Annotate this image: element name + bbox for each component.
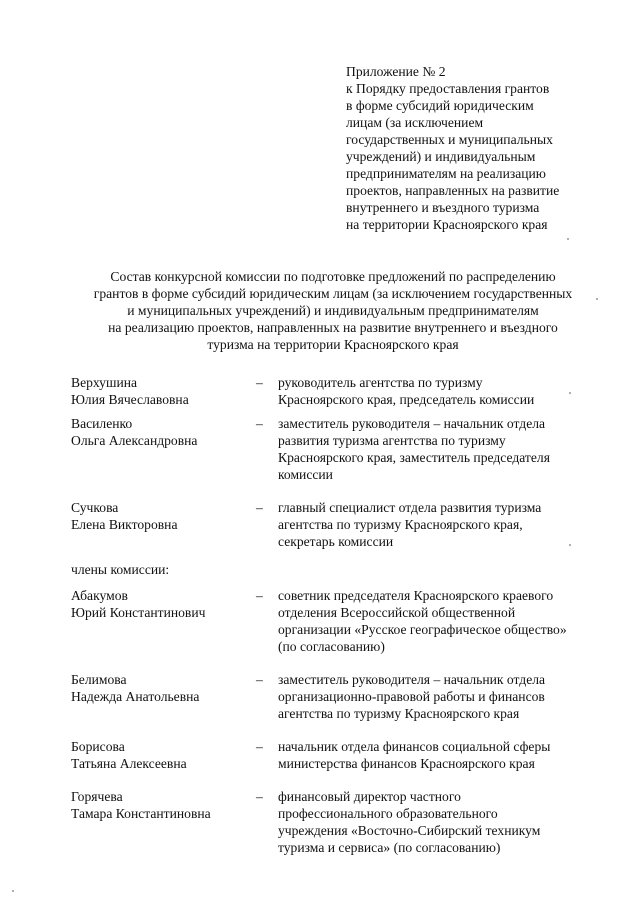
role-line: начальник отдела финансов социальной сферы: [278, 739, 551, 754]
appendix-line: внутреннего и въездного туризма: [346, 200, 540, 215]
member-entry-chair: [71, 374, 601, 408]
member-name: [71, 788, 256, 822]
member-surname: Абакумов: [71, 588, 128, 603]
member-given-names: Юрий Константинович: [71, 605, 206, 620]
member-entry: [71, 738, 601, 772]
member-name: [71, 587, 256, 621]
role-line: финансовый директор частного: [278, 789, 461, 804]
role-line: комиссии: [278, 467, 333, 482]
role-line: заместитель руководителя – начальник отдела: [278, 416, 546, 431]
document-title: [40, 268, 626, 353]
appendix-line: лицам (за исключением: [346, 115, 484, 130]
role-line: руководитель агентства по туризму: [278, 375, 483, 390]
dash-separator: –: [256, 588, 263, 603]
member-surname: Верхушина: [71, 375, 138, 390]
role-line: Красноярского края, заместитель председателя: [278, 450, 550, 465]
dash-separator: –: [256, 739, 263, 754]
role-line: Красноярского края, председатель комиссии: [278, 392, 535, 407]
role-line: советник председателя Красноярского краевого: [278, 588, 554, 603]
title-line: и муниципальных учреждений) и индивидуальным предпринимателям: [127, 303, 539, 318]
member-surname: Горячева: [71, 789, 123, 804]
member-given-names: Надежда Анатольевна: [71, 689, 200, 704]
member-role: [278, 587, 601, 655]
title-line: Состав конкурсной комиссии по подготовке предложений по распределению: [110, 269, 556, 284]
member-given-names: Ольга Александровна: [71, 433, 198, 448]
member-surname: Сучкова: [71, 500, 119, 515]
member-name: [71, 738, 256, 772]
member-entry: [71, 587, 601, 655]
role-line: профессионального образовательного: [278, 806, 498, 821]
member-surname: Борисова: [71, 739, 125, 754]
role-line: главный специалист отдела развития туризма: [278, 500, 542, 515]
commission-list: [71, 374, 601, 856]
title-line: на реализацию проектов, направленных на развитие внутреннего и въездного: [108, 320, 558, 335]
member-entry-deputy-chair: [71, 415, 601, 483]
role-line: агентства по туризму Красноярского края: [278, 706, 520, 721]
role-line: учреждения «Восточно-Сибирский техникум: [278, 823, 541, 838]
dash-separator: –: [256, 416, 263, 431]
member-entry: [71, 671, 601, 722]
dash-separator: –: [256, 500, 263, 515]
role-line: организации «Русское географическое общество»: [278, 622, 567, 637]
appendix-line: к Порядку предоставления грантов: [346, 81, 550, 96]
appendix-header: [346, 63, 616, 233]
members-section-label: члены комиссии:: [71, 562, 170, 577]
appendix-line: проектов, направленных на развитие: [346, 183, 560, 198]
dash-separator: –: [256, 789, 263, 804]
dash-separator: –: [256, 375, 263, 390]
role-line: организационно-правовой работы и финансов: [278, 689, 545, 704]
role-line: секретарь комиссии: [278, 534, 394, 549]
member-role: [278, 374, 601, 408]
member-role: [278, 788, 601, 856]
appendix-line: в форме субсидий юридическим: [346, 98, 534, 113]
member-entry-secretary: [71, 499, 601, 550]
role-line: туризма и сервиса» (по согласованию): [278, 840, 501, 855]
member-entry: [71, 788, 601, 856]
member-role: [278, 499, 601, 550]
appendix-line: государственных и муниципальных: [346, 132, 553, 147]
member-surname: Белимова: [71, 672, 127, 687]
dash-separator: –: [256, 672, 263, 687]
role-line: развития туризма агентства по туризму: [278, 433, 506, 448]
role-line: (по согласованию): [278, 639, 385, 654]
member-name: [71, 415, 256, 449]
scan-speck: [569, 544, 571, 546]
member-given-names: Елена Викторовна: [71, 517, 178, 532]
appendix-line: учреждений) и индивидуальным: [346, 149, 536, 164]
scan-speck: [596, 298, 598, 300]
role-line: отделения Всероссийской общественной: [278, 605, 516, 620]
appendix-line: предпринимателям на реализацию: [346, 166, 546, 181]
member-name: [71, 671, 256, 705]
member-given-names: Татьяна Алексеевна: [71, 756, 187, 771]
role-line: агентства по туризму Красноярского края,: [278, 517, 523, 532]
title-line: грантов в форме субсидий юридическим лицам (за исключением государственных: [93, 286, 573, 301]
role-line: заместитель руководителя – начальник отдела: [278, 672, 546, 687]
role-line: министерства финансов Красноярского края: [278, 756, 535, 771]
scan-speck: [569, 392, 571, 394]
member-role: [278, 671, 601, 722]
member-given-names: Тамара Константиновна: [71, 806, 211, 821]
member-role: [278, 738, 601, 772]
scan-speck: [12, 890, 14, 892]
scan-speck: [567, 238, 569, 240]
title-line: туризма на территории Красноярского края: [207, 337, 459, 352]
appendix-line: Приложение № 2: [346, 64, 446, 79]
member-name: [71, 499, 256, 533]
appendix-line: на территории Красноярского края: [346, 217, 548, 232]
member-given-names: Юлия Вячеславовна: [71, 392, 189, 407]
member-name: [71, 374, 256, 408]
member-surname: Василенко: [71, 416, 133, 431]
member-role: [278, 415, 601, 483]
